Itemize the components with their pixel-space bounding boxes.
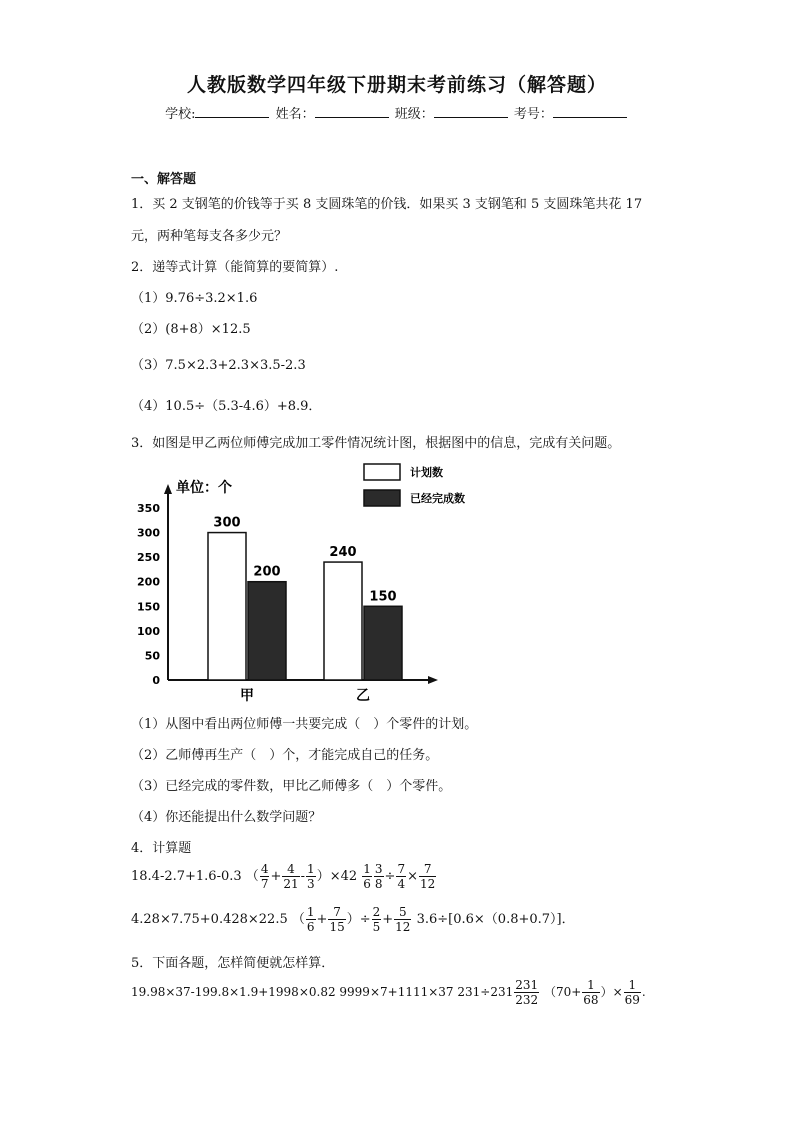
bar-planned (208, 533, 246, 680)
y-tick-label: 150 (137, 600, 160, 614)
expr-tail: 3.6÷[0.6×（0.8+0.7）]． (416, 912, 575, 927)
bar-planned (324, 562, 362, 680)
op: + (270, 869, 282, 884)
q2-item-4: （4）10.5÷（5.3-4.6）+8.9． (131, 399, 322, 414)
exam-no-blank[interactable] (553, 105, 627, 118)
y-tick-label: 50 (144, 649, 160, 663)
q1-line1: 1．买 2 支钢笔的价钱等于买 8 支圆珠笔的价钱．如果买 3 支钢笔和 5 支圆珠笔共花 17 (131, 197, 643, 212)
bar-completed (248, 582, 286, 680)
page-title: 人教版数学四年级下册期末考前练习（解答题） (186, 74, 607, 96)
fraction: $\frac{1}{6}$ (306, 905, 315, 934)
q1-line2: 元，两种笔每支各多少元？ (131, 229, 288, 244)
y-tick-label: 350 (137, 502, 160, 515)
name-label: 姓名： (275, 107, 315, 122)
op: × (407, 869, 418, 884)
op: . (641, 985, 646, 999)
fraction: $\frac{3}{8}$ (374, 862, 383, 891)
op: （70+ (543, 985, 582, 999)
fraction: $\frac{7}{4}$ (397, 862, 406, 891)
bar-value-label: 240 (329, 545, 357, 561)
op: ）×42 (316, 869, 358, 884)
fraction: $\frac{1}{3}$ (307, 862, 315, 891)
fraction: $\frac{4}{21}$ (283, 862, 299, 891)
paren: （ (291, 912, 305, 927)
op: + (316, 912, 328, 927)
q3-sub-1: （1）从图中看出两位师傅一共要完成（ ）个零件的计划。 (131, 717, 478, 732)
bar-completed (364, 606, 402, 680)
op: ÷ (384, 869, 396, 884)
fraction: $\frac{5}{12}$ (395, 905, 411, 934)
y-tick-label: 100 (137, 624, 160, 638)
y-tick-label: 0 (152, 674, 160, 687)
fraction: $\frac{1}{68}$ (583, 978, 599, 1007)
fraction: $\frac{4}{7}$ (260, 862, 269, 891)
x-category-label: 甲 (240, 688, 254, 704)
x-axis-arrow (428, 676, 438, 684)
q5-expressions (131, 978, 646, 1007)
class-label: 班级： (394, 107, 434, 122)
op: ）÷ (346, 912, 371, 927)
fraction: $\frac{7}{15}$ (329, 905, 345, 934)
q4-prompt: 4．计算题 (131, 841, 192, 856)
q2-item-2: （2）(8+8）×12.5 (131, 322, 251, 337)
q2-item-1: （1）9.76÷3.2×1.6 (131, 291, 258, 306)
bar-chart (137, 458, 480, 708)
q2-item-3: （3）7.5×2.3+2.3×3.5-2.3 (131, 358, 306, 373)
bar-value-label: 200 (253, 564, 281, 580)
name-blank[interactable] (315, 105, 389, 118)
y-tick-label: 250 (137, 551, 160, 565)
legend-label: 计划数 (410, 466, 443, 479)
q5-prompt: 5．下面各题，怎样简便就怎样算． (131, 956, 335, 971)
op: - (300, 869, 306, 884)
legend-swatch (364, 464, 400, 480)
school-label: 学校: (165, 107, 196, 122)
q3-prompt: 3．如图是甲乙两位师傅完成加工零件情况统计图，根据图中的信息，完成有关问题。 (131, 436, 621, 451)
legend-swatch (364, 490, 400, 506)
fraction: $\frac{1}{6}$ (363, 862, 371, 891)
bar-value-label: 300 (213, 515, 241, 531)
exam-no-label: 考号： (513, 107, 553, 122)
fraction: $\frac{2}{5}$ (372, 905, 381, 934)
class-blank[interactable] (434, 105, 508, 118)
fraction: $\frac{1}{69}$ (624, 978, 640, 1007)
school-blank[interactable] (195, 105, 269, 118)
legend-label: 已经完成数 (410, 492, 465, 505)
q4-row2 (131, 905, 575, 934)
q4-row1 (131, 862, 437, 891)
y-tick-label: 200 (137, 575, 160, 589)
fraction: $\frac{231}{232}$ (515, 978, 539, 1007)
op: ）× (600, 985, 623, 999)
bar-value-label: 150 (369, 589, 397, 605)
expr-text: 19.98×37-199.8×1.9+1998×0.82 9999×7+1111×37 231÷231 (131, 985, 514, 999)
q3-sub-2: （2）乙师傅再生产（ ）个，才能完成自己的任务。 (131, 748, 439, 763)
paren: （ (245, 869, 259, 884)
fraction: $\frac{7}{12}$ (420, 862, 436, 891)
q3-sub-4: （4）你还能提出什么数学问题？ (131, 810, 322, 825)
expr-a: 4.28×7.75+0.428×22.5 (131, 912, 288, 927)
section-heading: 一、解答题 (131, 172, 197, 187)
student-info (0, 103, 794, 122)
op: + (382, 912, 394, 927)
y-axis-arrow (164, 484, 172, 494)
y-tick-label: 300 (137, 526, 160, 540)
unit-label: 单位：个 (176, 480, 232, 496)
x-category-label: 乙 (356, 688, 370, 704)
expr-a: 18.4-2.7+1.6-0.3 (131, 869, 242, 884)
q3-sub-3: （3）已经完成的零件数，甲比乙师傅多（ ）个零件。 (131, 779, 452, 794)
q2-prompt: 2．递等式计算（能简算的要简算）. (131, 260, 339, 275)
